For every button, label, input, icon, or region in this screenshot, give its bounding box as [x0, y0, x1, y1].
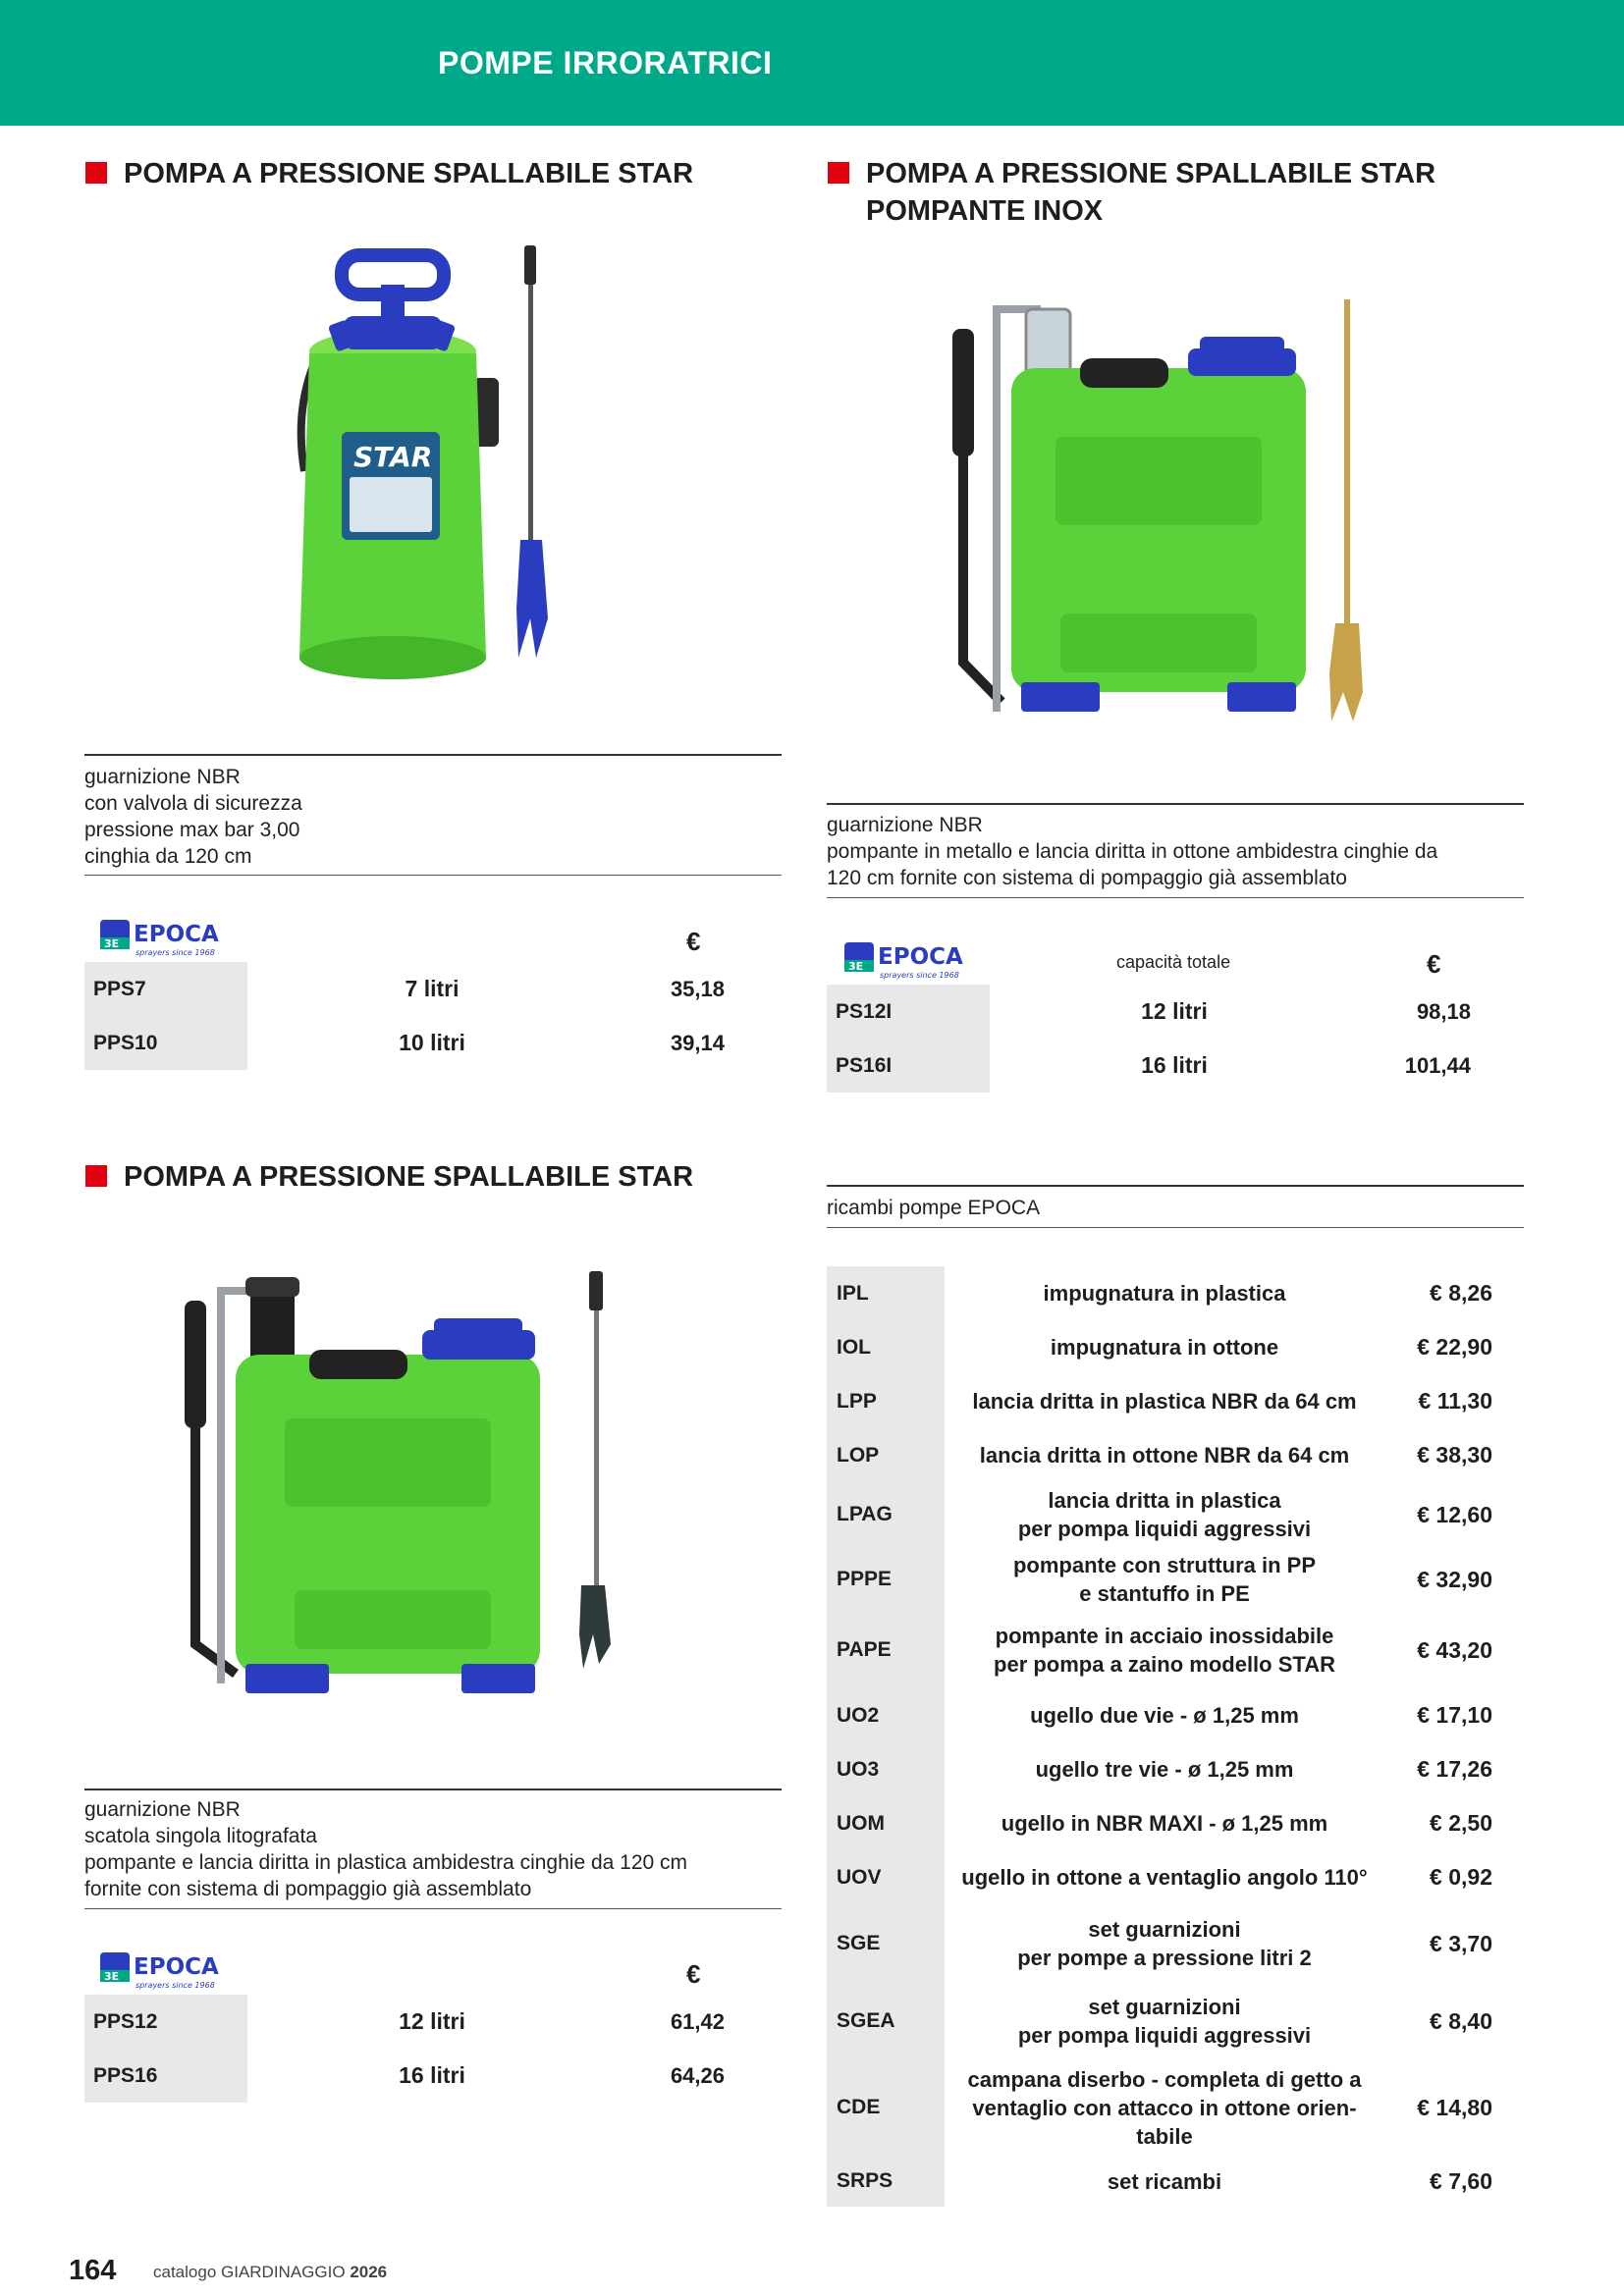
table-row: [827, 1688, 1524, 1742]
row-price: € 12,60: [1417, 1501, 1492, 1527]
desc-line: guarnizione NBR: [84, 766, 241, 788]
row-code: PS16I: [827, 1039, 990, 1093]
table-row: [827, 1547, 1524, 1612]
row-code: PPS12: [84, 1995, 247, 2049]
divider: [84, 754, 782, 756]
backpack-sprayer-illustration: [177, 1271, 628, 1703]
epoca-logo: [100, 1950, 228, 1994]
desc-line: guarnizione NBR: [827, 814, 983, 836]
row-price: € 43,20: [1417, 1636, 1492, 1663]
currency-header: €: [1427, 949, 1441, 979]
sprayer-tank-illustration: [285, 245, 579, 687]
row-description: pompante con struttura in PP e stantuffo in PE: [1012, 1553, 1317, 1606]
desc-line: pompante in metallo e lancia diritta in ottone ambidestra cinghie da: [827, 840, 1438, 863]
table-row: [827, 1039, 1524, 1093]
table-row: [84, 1016, 782, 1070]
product1-price-table: [84, 962, 782, 1070]
product2-title: [866, 155, 1435, 230]
row-description: ugello due vie - ø 1,25 mm: [1030, 1703, 1299, 1728]
desc-line: 120 cm fornite con sistema di pompaggio già assemblato: [827, 867, 1347, 889]
desc-line: con valvola di sicurezza: [84, 792, 302, 815]
page-header: [0, 0, 1624, 126]
divider: [827, 1185, 1524, 1187]
row-code: UOM: [827, 1796, 945, 1850]
row-code: PPS7: [84, 962, 247, 1016]
row-price: € 32,90: [1417, 1566, 1492, 1592]
row-code: IPL: [827, 1266, 945, 1320]
row-code: SGE: [827, 1904, 945, 1983]
product1-title: [124, 155, 693, 192]
row-code: LPAG: [827, 1482, 945, 1547]
product1-title-text: POMPA A PRESSIONE SPALLABILE STAR: [124, 158, 694, 189]
table-row: [827, 985, 1524, 1039]
row-price: € 8,26: [1430, 1280, 1492, 1306]
row-description: lancia dritta in plastica per pompa liquidi aggressivi: [1017, 1488, 1312, 1541]
row-description: set guarnizioni per pompa liquidi aggressivi: [1017, 1995, 1312, 2048]
table-row: [827, 1742, 1524, 1796]
row-description: lancia dritta in ottone NBR da 64 cm: [979, 1443, 1350, 1468]
currency-header: €: [686, 927, 701, 956]
table-row: [827, 1482, 1524, 1547]
logo-brand-text: EPOCA: [134, 922, 219, 947]
row-capacity: 10 litri: [399, 1030, 465, 1055]
table-row: [827, 1374, 1524, 1428]
row-price: € 17,10: [1417, 1702, 1492, 1728]
table-row: [827, 1983, 1524, 2059]
row-price: 35,18: [670, 977, 725, 1001]
table-row: [827, 2156, 1524, 2207]
table-row: [827, 1796, 1524, 1850]
row-price: 64,26: [670, 2063, 725, 2088]
desc-line: pompante e lancia diritta in plastica ambidestra cinghie da 120 cm: [84, 1851, 688, 1874]
logo-tagline-text: sprayers since 1968: [135, 1981, 215, 1990]
table-row: [827, 1904, 1524, 1983]
product2-title-line: POMPANTE INOX: [866, 195, 1104, 227]
desc-line: guarnizione NBR: [84, 1798, 241, 1821]
row-description: campana diserbo - completa di getto a ventaglio con attacco in ottone orien- tabile: [967, 2066, 1362, 2149]
row-code: PPPE: [827, 1547, 945, 1612]
table-row: [84, 1995, 782, 2049]
row-code: LPP: [827, 1374, 945, 1428]
table-row: [827, 1266, 1524, 1320]
row-price: € 22,90: [1417, 1334, 1492, 1360]
product2-description: [827, 812, 1437, 891]
row-price: € 38,30: [1417, 1442, 1492, 1468]
row-description: impugnatura in ottone: [1050, 1335, 1279, 1360]
footer-catalog-year: 2026: [350, 2263, 388, 2281]
row-price: 101,44: [1404, 1053, 1471, 1078]
row-price: € 2,50: [1430, 1810, 1492, 1836]
table-row: [827, 2059, 1524, 2156]
row-code: PAPE: [827, 1612, 945, 1688]
row-description: impugnatura in plastica: [1043, 1281, 1286, 1306]
row-description: set guarnizioni per pompe a pressione litri 2: [1017, 1917, 1312, 1970]
table-row: [827, 1428, 1524, 1482]
desc-line: pressione max bar 3,00: [84, 819, 300, 841]
row-description: pompante in acciaio inossidabile per pompa a zaino modello STAR: [994, 1624, 1335, 1677]
row-code: PPS16: [84, 2049, 247, 2103]
divider: [84, 875, 782, 876]
red-square-icon: [828, 162, 849, 184]
product2-price-table: [827, 985, 1524, 1093]
row-code: SGEA: [827, 1983, 945, 2059]
row-capacity: 16 litri: [1141, 1052, 1208, 1078]
row-price: € 8,40: [1430, 2007, 1492, 2034]
logo-mark-text: 3E: [104, 937, 120, 950]
row-code: IOL: [827, 1320, 945, 1374]
row-capacity: 7 litri: [405, 976, 460, 1001]
row-price: € 11,30: [1418, 1388, 1492, 1414]
desc-line: cinghia da 120 cm: [84, 845, 252, 868]
divider: [827, 1227, 1524, 1228]
logo-tagline-text: sprayers since 1968: [135, 948, 215, 957]
divider: [827, 803, 1524, 805]
desc-line: fornite con sistema di pompaggio già assemblato: [84, 1878, 532, 1900]
row-price: € 14,80: [1417, 2094, 1492, 2120]
footer-catalog-name: catalogo GIARDINAGGIO: [153, 2263, 346, 2281]
currency-header: €: [686, 1959, 701, 1989]
table-row: [84, 962, 782, 1016]
row-code: CDE: [827, 2059, 945, 2156]
row-code: PPS10: [84, 1016, 247, 1070]
row-code: PS12I: [827, 985, 990, 1039]
row-price: € 7,60: [1430, 2167, 1492, 2194]
row-price: € 17,26: [1417, 1756, 1492, 1782]
product3-price-table: [84, 1995, 782, 2103]
row-price: 39,14: [670, 1031, 725, 1055]
epoca-logo: [844, 940, 972, 984]
row-description: ugello tre vie - ø 1,25 mm: [1035, 1757, 1294, 1782]
logo-tagline-text: sprayers since 1968: [880, 971, 959, 980]
row-capacity: 12 litri: [1141, 998, 1208, 1024]
row-description: ugello in NBR MAXI - ø 1,25 mm: [1001, 1811, 1328, 1836]
backpack-sprayer-inox-illustration: [943, 290, 1384, 726]
epoca-logo: [100, 918, 228, 961]
table-row: [827, 1850, 1524, 1904]
logo-brand-text: EPOCA: [878, 944, 963, 970]
row-code: LOP: [827, 1428, 945, 1482]
product2-title-line: POMPA A PRESSIONE SPALLABILE STAR: [866, 158, 1436, 189]
row-description: lancia dritta in plastica NBR da 64 cm: [972, 1389, 1357, 1414]
logo-mark-text: 3E: [104, 1970, 120, 1983]
row-price: € 0,92: [1430, 1864, 1492, 1890]
spares-title: ricambi pompe EPOCA: [827, 1197, 1041, 1219]
divider: [827, 897, 1524, 898]
row-price: € 3,70: [1430, 1930, 1492, 1956]
row-code: SRPS: [827, 2156, 945, 2207]
table-row: [84, 2049, 782, 2103]
red-square-icon: [85, 162, 107, 184]
row-code: UO2: [827, 1688, 945, 1742]
logo-brand-text: EPOCA: [134, 1954, 219, 1980]
page-number: 164: [69, 2255, 117, 2286]
product3-title: [124, 1158, 693, 1196]
logo-mark-text: 3E: [848, 960, 864, 973]
row-code: UOV: [827, 1850, 945, 1904]
product1-description: [84, 764, 302, 870]
table-row: [827, 1612, 1524, 1688]
product3-description: [84, 1796, 687, 1902]
divider: [84, 1789, 782, 1790]
divider: [84, 1908, 782, 1909]
table-row: [827, 1320, 1524, 1374]
bottle-label-text: STAR: [353, 441, 433, 473]
capacity-column-header: capacità totale: [1116, 952, 1231, 972]
desc-line: scatola singola litografata: [84, 1825, 317, 1847]
row-code: UO3: [827, 1742, 945, 1796]
row-description: ugello in ottone a ventaglio angolo 110°: [961, 1865, 1368, 1890]
row-price: 61,42: [670, 2009, 725, 2034]
row-capacity: 16 litri: [399, 2062, 465, 2088]
row-price: 98,18: [1416, 999, 1471, 1024]
header-title: POMPE IRRORATRICI: [438, 45, 773, 80]
footer-catalog: [153, 2263, 387, 2282]
row-description: set ricambi: [1107, 2168, 1222, 2194]
row-capacity: 12 litri: [399, 2008, 465, 2034]
red-square-icon: [85, 1165, 107, 1187]
product3-title-text: POMPA A PRESSIONE SPALLABILE STAR: [124, 1161, 694, 1193]
